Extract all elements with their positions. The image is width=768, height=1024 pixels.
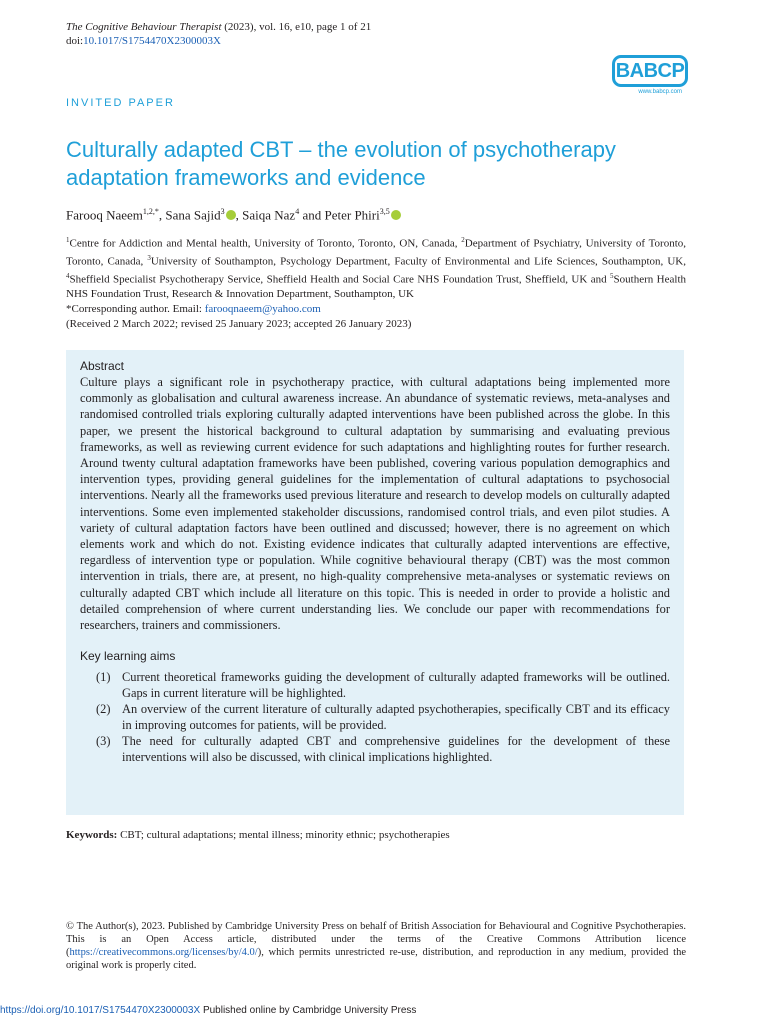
journal-citation xyxy=(66,20,371,34)
author-list xyxy=(66,204,401,223)
author-affil-sup: 3,5 xyxy=(379,207,390,216)
abstract-text: Culture plays a significant role in psychotherapy practice, with cultural adaptations being implemented more commonly as globalisation and cultural awareness increase. An abundance of systematic reviews, meta-analyses and randomised controlled trials exploring culturally adapted interventions have been published across the globe. In this paper, we present the historical background to cultural adaptation by summarising and evaluating previous frameworks, as well as reviewing current evidence for such adaptations and highlighting routes for further research. Around twenty cultural adaptation frameworks have been published, covering various population demographics and intervention types, providing general guidelines for the implementation of cultural adaptations to psychosocial interventions. Nearly all the frameworks used previous literature and research to develop models on culturally adapted interventions. Some even implemented stakeholder discussions, randomised control trials, and even pilot studies. A variety of cultural adaptation factors have been outlined and discussed; however, there is no agreement on which elements work and which do not. Existing evidence indicates that culturally adapted interventions are effective, regardless of intervention type or population. While cognitive behavioural therapy (CBT) was the most common intervention in trials, there are, at present, no high-quality comprehensive meta-analyses or systematic reviews on culturally adapted CBT which include all literature on this topic. This is needed in order to provide a holistic and detailed comprehension of where current understanding lies. We conclude our paper with recommendations for researchers, trainers and commissioners. xyxy=(80,375,670,633)
author-name: Farooq Naeem xyxy=(66,207,143,223)
affil-sup: 4 xyxy=(66,272,70,281)
affiliation: Sheffield Specialist Psychotherapy Service, Sheffield Health and Social Care NHS Foundation Trust, Sheffield, UK and xyxy=(69,273,611,286)
affil-sup: 2 xyxy=(461,236,465,244)
affiliations xyxy=(66,233,686,316)
footer-doi-link[interactable]: https://doi.org/10.1017/S1754470X2300003X xyxy=(0,1005,201,1016)
key-aim-item xyxy=(80,733,670,765)
license-text: © The Author(s), 2023. Published by Cambridge University Press on behalf of British Association for Behavioural and Cognitive Psychotherapies. This is an Open Access article, distributed under the terms of the Creative Commons Attribution licence ( xyxy=(66,921,686,958)
author-affil-sup: 1,2,* xyxy=(142,207,159,216)
author-affil-sup: 3 xyxy=(220,207,225,216)
key-aim-item xyxy=(80,669,670,701)
affiliation: Southern Health NHS Foundation Trust, Research & Innovation Department, Southampton, UK xyxy=(66,273,686,301)
license-link[interactable]: https://creativecommons.org/licenses/by/4.0/ xyxy=(69,947,258,958)
author-separator: and xyxy=(299,207,325,223)
abstract-heading: Abstract xyxy=(80,359,125,373)
orcid-icon[interactable] xyxy=(226,210,236,220)
aim-number: (2) xyxy=(96,702,111,717)
section-label: INVITED PAPER xyxy=(66,97,175,109)
affil-sup: 1 xyxy=(66,236,70,244)
journal-details: (2023), vol. 16, e10, page 1 of 21 xyxy=(221,21,372,33)
doi-link[interactable]: 10.1017/S1754470X2300003X xyxy=(83,35,221,47)
corresponding-email-link[interactable]: farooqnaeem@yahoo.com xyxy=(204,302,321,315)
author-separator: , xyxy=(235,207,243,223)
affiliation: Department of Psychiatry, University of Toronto, Toronto, Canada, xyxy=(66,237,686,268)
author-affil-sup: 4 xyxy=(295,207,300,216)
key-aim-item xyxy=(80,701,670,733)
aim-text: Current theoretical frameworks guiding the development of culturally adapted frameworks will be outlined. Gaps in current literature will be highlighted. xyxy=(122,670,670,701)
author-name: Peter Phiri xyxy=(324,207,380,223)
author-separator: , xyxy=(158,207,166,223)
page-footer xyxy=(0,1005,416,1016)
aim-text: The need for culturally adapted CBT and comprehensive guidelines for the development of these interventions will also be discussed, with clinical implications highlighted. xyxy=(122,734,670,765)
article-title: Culturally adapted CBT – the evolution of psychotherapy adaptation frameworks and evidence xyxy=(66,137,616,190)
license-text: ), which permits unrestricted re-use, distribution, and reproduction in any medium, provided the original work is properly cited. xyxy=(66,947,686,971)
keywords-text: CBT; cultural adaptations; mental illness; minority ethnic; psychotherapies xyxy=(117,829,450,841)
author-name: Saiqa Naz xyxy=(242,207,296,223)
author-name: Sana Sajid xyxy=(165,207,221,223)
aim-number: (3) xyxy=(96,734,111,749)
logo-url: www.babcp.com xyxy=(638,89,682,95)
journal-title: The Cognitive Behaviour Therapist xyxy=(66,21,222,33)
aim-text: An overview of the current literature of culturally adapted psychotherapies, specifically CBT and its efficacy in improving outcomes for patients, will be provided. xyxy=(122,702,670,733)
orcid-icon[interactable] xyxy=(391,210,401,220)
aim-number: (1) xyxy=(96,670,111,685)
doi-prefix: doi: xyxy=(66,35,84,47)
affil-sup: 5 xyxy=(610,272,614,281)
key-aims-list xyxy=(80,669,670,765)
keywords xyxy=(66,829,450,841)
key-aims-heading: Key learning aims xyxy=(80,649,176,664)
affiliation: Centre for Addiction and Mental health, University of Toronto, Toronto, ON, Canada, xyxy=(69,237,462,250)
corresponding-label: *Corresponding author. Email: xyxy=(66,302,205,315)
received-dates: (Received 2 March 2022; revised 25 January 2023; accepted 26 January 2023) xyxy=(66,318,412,330)
license-notice xyxy=(66,920,686,972)
logo-badge xyxy=(612,55,688,87)
doi-line xyxy=(66,34,221,48)
affiliation: University of Southampton, Psychology Department, Faculty of Environmental and Life Sciences, Southampton, UK, xyxy=(150,255,686,268)
abstract-box xyxy=(66,350,684,815)
affil-sup: 3 xyxy=(147,254,151,263)
babcp-logo[interactable] xyxy=(612,55,688,97)
footer-published: Published online by Cambridge University Press xyxy=(200,1005,417,1016)
logo-text: BABCP xyxy=(615,59,685,82)
keywords-label: Keywords: xyxy=(66,829,118,841)
